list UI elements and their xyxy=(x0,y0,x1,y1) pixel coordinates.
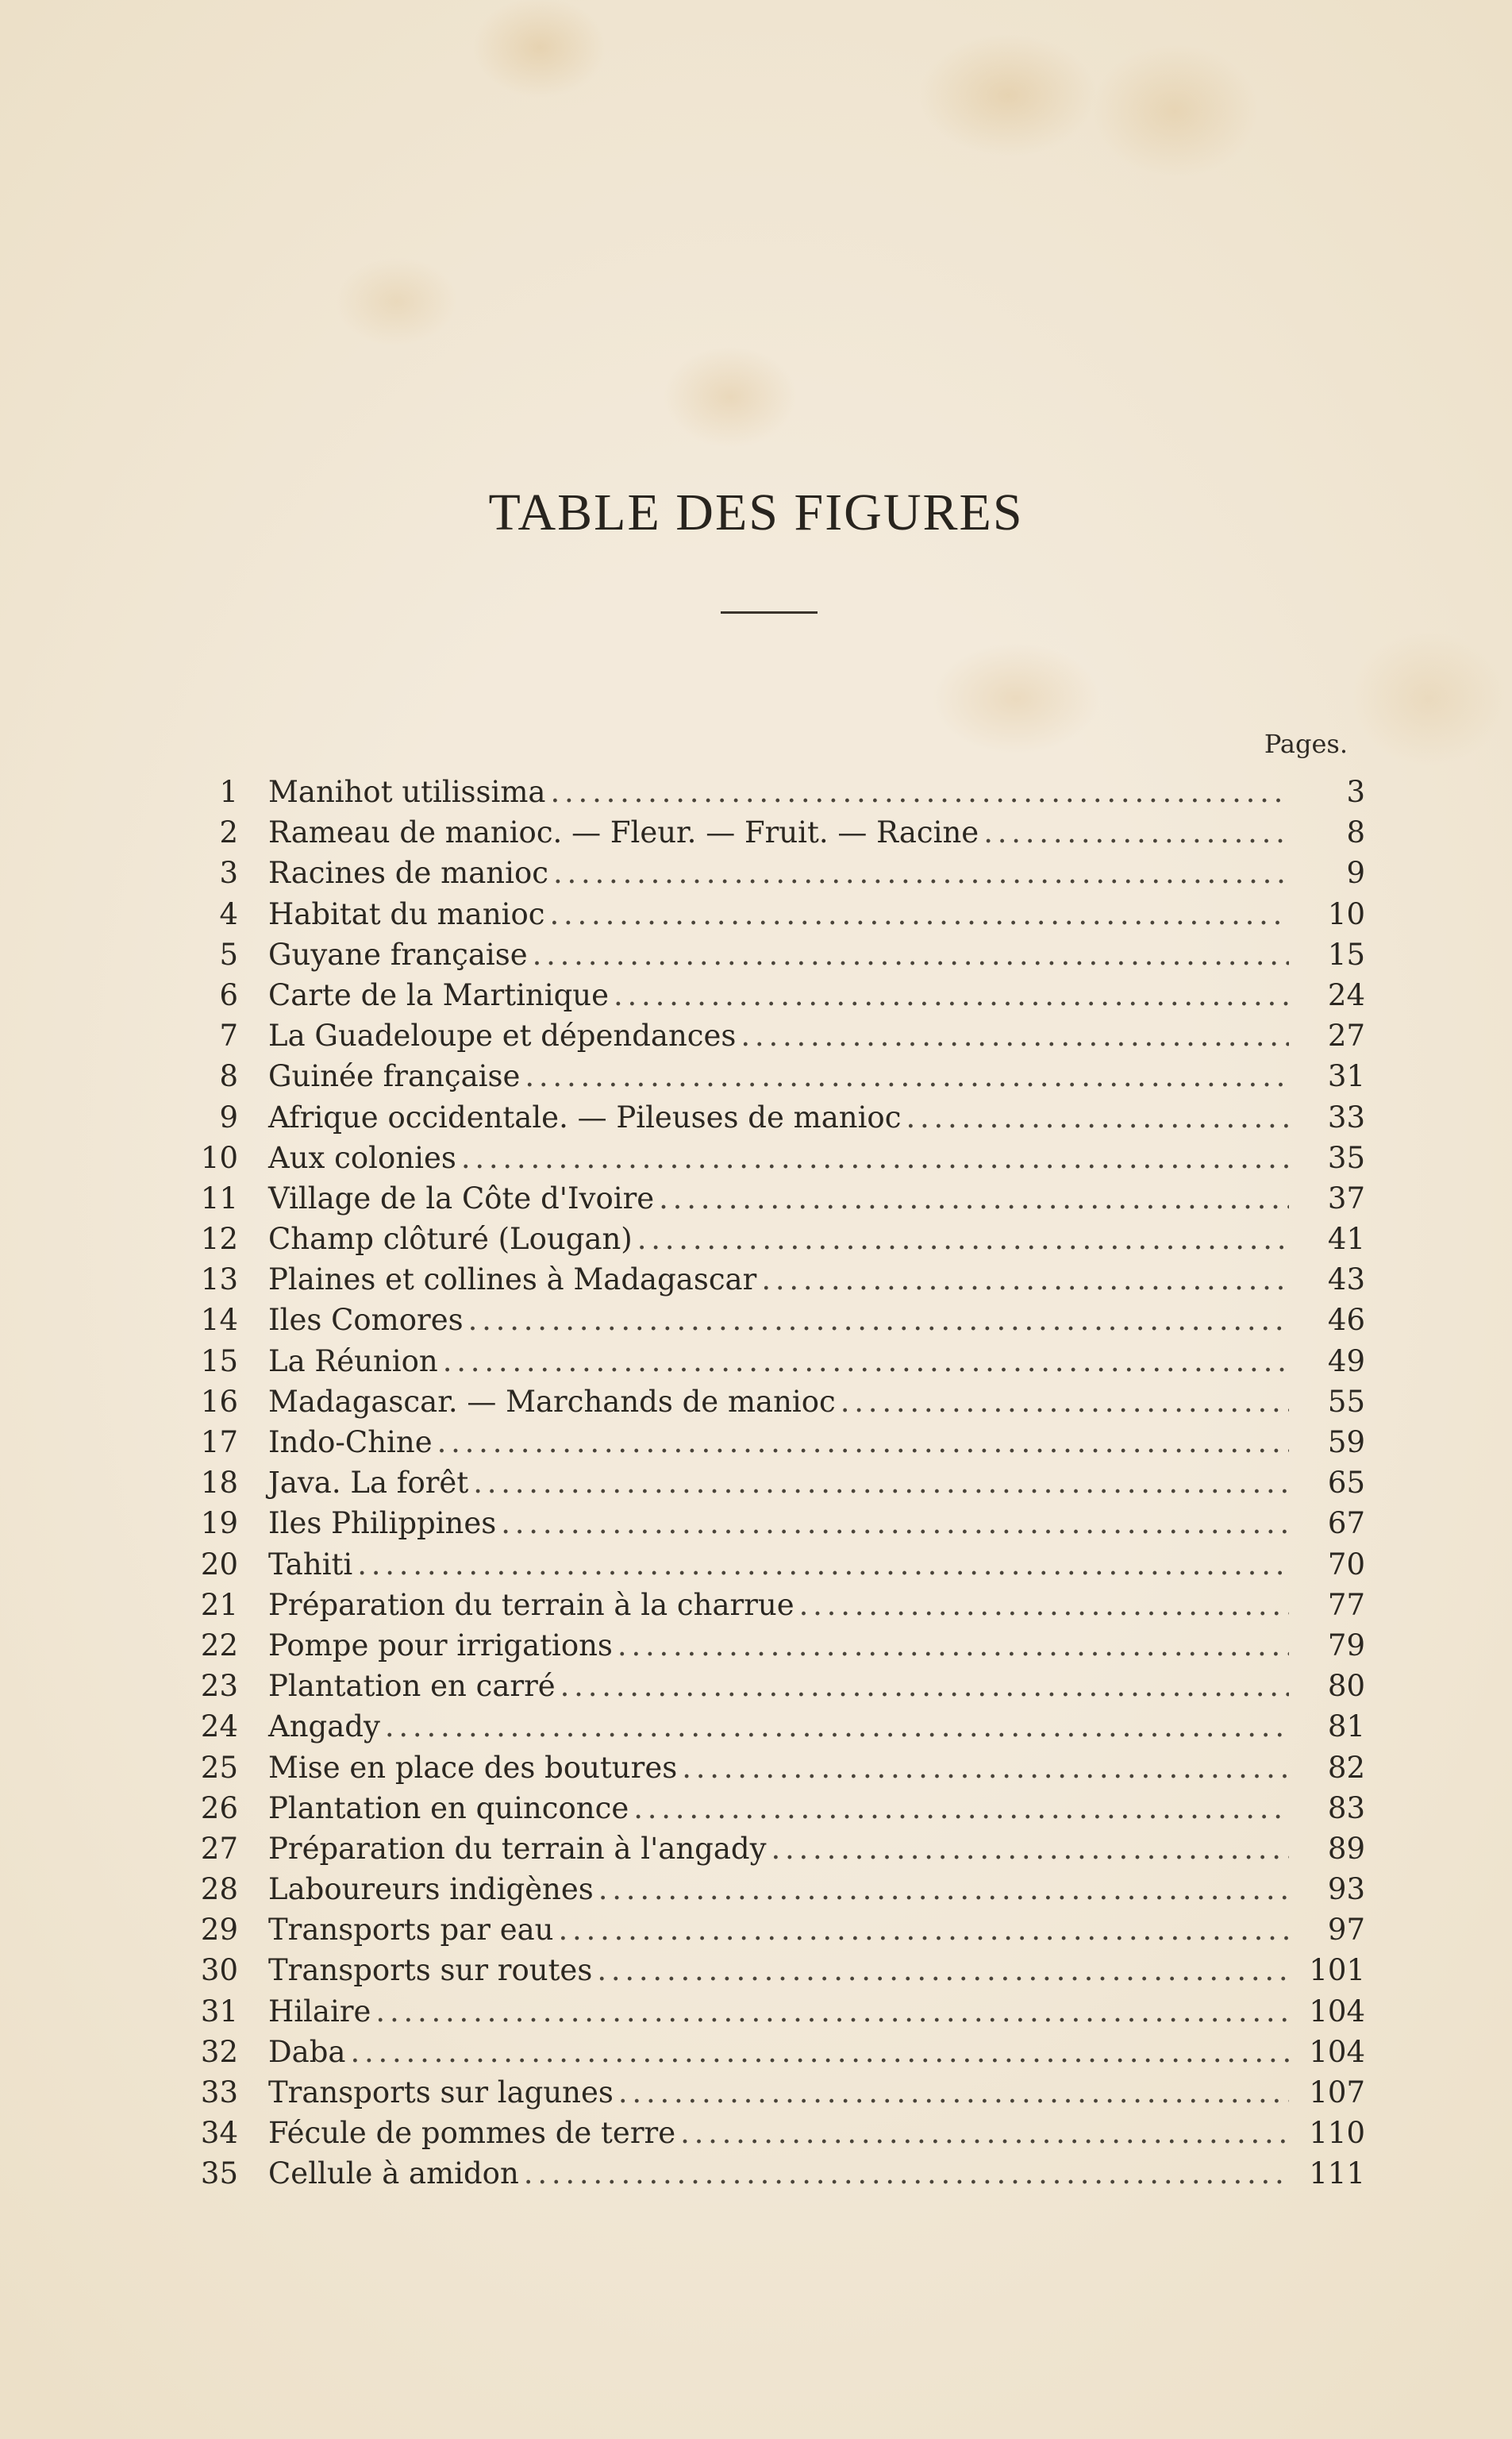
list-item xyxy=(183,1503,1365,1543)
figure-number: 35 xyxy=(200,2156,238,2191)
figure-number: 10 xyxy=(200,1140,238,1175)
figure-number: 17 xyxy=(200,1425,238,1459)
page-number: 41 xyxy=(1327,1222,1365,1257)
figure-title: Carte de la Martinique xyxy=(268,977,609,1012)
dot-leader xyxy=(799,1585,1289,1625)
figure-title: Laboureurs indigènes xyxy=(268,1872,594,1907)
list-item xyxy=(183,1991,1365,2032)
figure-title: Guinée française xyxy=(268,1059,521,1094)
figure-number: 22 xyxy=(200,1628,238,1663)
figure-title: Daba xyxy=(268,2034,346,2069)
figure-number: 26 xyxy=(200,1790,238,1825)
figure-title: Plantation en quinconce xyxy=(268,1790,629,1825)
page-number: 9 xyxy=(1346,856,1365,891)
dot-leader xyxy=(473,1462,1289,1503)
dot-leader xyxy=(682,1747,1289,1788)
page-number: 55 xyxy=(1327,1384,1365,1419)
figure-title: La Réunion xyxy=(268,1343,438,1378)
dot-leader xyxy=(553,853,1289,893)
figure-title: Racines de manioc xyxy=(268,856,548,891)
page-number: 70 xyxy=(1327,1547,1365,1582)
page-number: 27 xyxy=(1327,1019,1365,1054)
list-item xyxy=(183,1666,1365,1706)
list-item xyxy=(183,1259,1365,1300)
list-item xyxy=(183,1706,1365,1747)
list-item xyxy=(183,1625,1365,1666)
dot-leader xyxy=(525,1056,1289,1096)
page-number: 15 xyxy=(1327,937,1365,972)
list-item xyxy=(183,1178,1365,1219)
page-number: 49 xyxy=(1327,1343,1365,1378)
page-number: 81 xyxy=(1327,1709,1365,1744)
dot-leader xyxy=(983,812,1289,853)
page-number: 31 xyxy=(1327,1059,1365,1094)
page-number: 82 xyxy=(1327,1750,1365,1785)
figure-title: Mise en place des boutures xyxy=(268,1750,678,1785)
figure-title: Guyane française xyxy=(268,937,528,972)
figure-number: 16 xyxy=(200,1384,238,1419)
page-number: 35 xyxy=(1327,1140,1365,1175)
list-item xyxy=(183,934,1365,975)
page-number: 33 xyxy=(1327,1100,1365,1135)
page-number: 37 xyxy=(1327,1181,1365,1216)
figure-number: 33 xyxy=(200,2075,238,2110)
figure-number: 21 xyxy=(200,1587,238,1622)
figure-title: Angady xyxy=(268,1709,380,1744)
dot-leader xyxy=(357,1544,1289,1585)
figure-title: Village de la Côte d'Ivoire xyxy=(268,1181,655,1216)
list-item xyxy=(183,1585,1365,1625)
list-item xyxy=(183,1544,1365,1585)
figure-title: Manihot utilissima xyxy=(268,775,546,809)
dot-leader xyxy=(637,1219,1289,1259)
figure-number: 6 xyxy=(219,977,238,1012)
page-number: 79 xyxy=(1327,1628,1365,1663)
page-number: 104 xyxy=(1309,2034,1365,2069)
page-number: 77 xyxy=(1327,1587,1365,1622)
figure-title: Iles Philippines xyxy=(268,1506,497,1541)
figure-number: 13 xyxy=(200,1262,238,1297)
figure-title: Préparation du terrain à l'angady xyxy=(268,1831,767,1866)
dot-leader xyxy=(771,1828,1289,1869)
page-number: 3 xyxy=(1346,775,1365,809)
figure-list xyxy=(183,772,1365,2194)
list-item xyxy=(183,1219,1365,1259)
figure-number: 5 xyxy=(219,937,238,972)
figure-title: Java. La forêt xyxy=(268,1466,469,1501)
page-number: 111 xyxy=(1309,2156,1365,2191)
figure-number: 34 xyxy=(200,2116,238,2151)
list-item xyxy=(183,1950,1365,1990)
figure-title: Rameau de manioc. — Fleur. — Fruit. — Racine xyxy=(268,815,979,850)
dot-leader xyxy=(549,894,1289,934)
list-item xyxy=(183,1462,1365,1503)
dot-leader xyxy=(375,1991,1289,2032)
page-title: TABLE DES FIGURES xyxy=(488,484,1024,541)
figure-number: 28 xyxy=(200,1872,238,1907)
figure-number: 7 xyxy=(219,1019,238,1054)
dot-leader xyxy=(597,1950,1289,1990)
page-number: 67 xyxy=(1327,1506,1365,1541)
figure-title: Plaines et collines à Madagascar xyxy=(268,1262,757,1297)
figure-number: 25 xyxy=(200,1750,238,1785)
figure-number: 19 xyxy=(200,1506,238,1541)
page-number: 83 xyxy=(1327,1790,1365,1825)
list-item xyxy=(183,2032,1365,2072)
figure-title: Transports sur routes xyxy=(268,1953,593,1988)
figure-number: 2 xyxy=(219,815,238,850)
list-item xyxy=(183,1869,1365,1909)
list-item xyxy=(183,1422,1365,1462)
dot-leader xyxy=(468,1300,1289,1340)
page-number: 97 xyxy=(1327,1913,1365,1948)
list-item xyxy=(183,853,1365,893)
page-number: 110 xyxy=(1309,2116,1365,2151)
list-item xyxy=(183,2153,1365,2194)
list-item xyxy=(183,1909,1365,1950)
dot-leader xyxy=(906,1097,1289,1138)
figure-title: Pompe pour irrigations xyxy=(268,1628,613,1663)
figure-title: Afrique occidentale. — Pileuses de manioc xyxy=(268,1100,902,1135)
dot-leader xyxy=(617,1625,1289,1666)
page-number: 8 xyxy=(1346,815,1365,850)
page-number: 10 xyxy=(1327,896,1365,931)
dot-leader xyxy=(559,1909,1290,1950)
list-item xyxy=(183,772,1365,812)
dot-leader xyxy=(680,2113,1289,2153)
figure-number: 29 xyxy=(200,1913,238,1948)
figure-number: 12 xyxy=(200,1222,238,1257)
figure-title: Transports par eau xyxy=(268,1913,554,1948)
list-item xyxy=(183,2072,1365,2113)
figure-title: Hilaire xyxy=(268,1994,371,2029)
page-number: 89 xyxy=(1327,1831,1365,1866)
list-item xyxy=(183,1381,1365,1422)
page-number: 24 xyxy=(1327,977,1365,1012)
list-item xyxy=(183,1828,1365,1869)
figure-title: Habitat du manioc xyxy=(268,896,545,931)
pages-column-label: Pages. xyxy=(1264,729,1348,759)
page-number: 46 xyxy=(1327,1303,1365,1338)
list-item xyxy=(183,1015,1365,1056)
figure-title: Tahiti xyxy=(268,1547,353,1582)
list-item xyxy=(183,1747,1365,1788)
figure-number: 30 xyxy=(200,1953,238,1988)
page-number: 43 xyxy=(1327,1262,1365,1297)
dot-leader xyxy=(533,934,1289,975)
figure-title: Champ clôturé (Lougan) xyxy=(268,1222,633,1257)
dot-leader xyxy=(501,1503,1289,1543)
dot-leader xyxy=(761,1259,1289,1300)
figure-number: 24 xyxy=(200,1709,238,1744)
dot-leader xyxy=(841,1381,1289,1422)
dot-leader xyxy=(443,1341,1289,1381)
figure-number: 27 xyxy=(200,1831,238,1866)
dot-leader xyxy=(385,1706,1289,1747)
figure-title: Fécule de pommes de terre xyxy=(268,2116,676,2151)
page-number: 59 xyxy=(1327,1425,1365,1459)
dot-leader xyxy=(524,2153,1289,2194)
dot-leader xyxy=(461,1138,1289,1178)
page-number: 104 xyxy=(1309,1994,1365,2029)
list-item xyxy=(183,894,1365,934)
page-number: 65 xyxy=(1327,1466,1365,1501)
page-number: 101 xyxy=(1309,1953,1365,1988)
figure-number: 14 xyxy=(200,1303,238,1338)
list-item xyxy=(183,2113,1365,2153)
figure-title: Préparation du terrain à la charrue xyxy=(268,1587,794,1622)
list-item xyxy=(183,1300,1365,1340)
list-item xyxy=(183,1056,1365,1096)
dot-leader xyxy=(618,2072,1289,2113)
figure-number: 23 xyxy=(200,1669,238,1704)
figure-number: 32 xyxy=(200,2034,238,2069)
dot-leader xyxy=(560,1666,1289,1706)
list-item xyxy=(183,1097,1365,1138)
dot-leader xyxy=(551,772,1290,812)
figure-number: 11 xyxy=(200,1181,238,1216)
figure-number: 18 xyxy=(200,1466,238,1501)
page-number: 93 xyxy=(1327,1872,1365,1907)
page-number: 107 xyxy=(1309,2075,1365,2110)
figure-number: 4 xyxy=(219,896,238,931)
figure-number: 8 xyxy=(219,1059,238,1094)
figure-number: 1 xyxy=(219,775,238,809)
dot-leader xyxy=(350,2032,1289,2072)
dot-leader xyxy=(633,1788,1289,1828)
figure-title: Iles Comores xyxy=(268,1303,464,1338)
title-rule xyxy=(721,611,818,614)
dot-leader xyxy=(437,1422,1289,1462)
figure-number: 3 xyxy=(219,856,238,891)
dot-leader xyxy=(598,1869,1289,1909)
figure-number: 20 xyxy=(200,1547,238,1582)
list-item xyxy=(183,812,1365,853)
list-item xyxy=(183,1138,1365,1178)
figure-title: Indo-Chine xyxy=(268,1425,433,1459)
dot-leader xyxy=(614,975,1289,1015)
page-number: 80 xyxy=(1327,1669,1365,1704)
dot-leader xyxy=(741,1015,1289,1056)
figure-title: Plantation en carré xyxy=(268,1669,556,1704)
figure-number: 15 xyxy=(200,1343,238,1378)
figure-number: 31 xyxy=(200,1994,238,2029)
figure-number: 9 xyxy=(219,1100,238,1135)
list-item xyxy=(183,1341,1365,1381)
figure-title: Transports sur lagunes xyxy=(268,2075,614,2110)
figure-title: Aux colonies xyxy=(268,1140,456,1175)
list-item xyxy=(183,975,1365,1015)
figure-title: Cellule à amidon xyxy=(268,2156,519,2191)
dot-leader xyxy=(659,1178,1289,1219)
list-item xyxy=(183,1788,1365,1828)
figure-title: La Guadeloupe et dépendances xyxy=(268,1019,737,1054)
figure-title: Madagascar. — Marchands de manioc xyxy=(268,1384,836,1419)
